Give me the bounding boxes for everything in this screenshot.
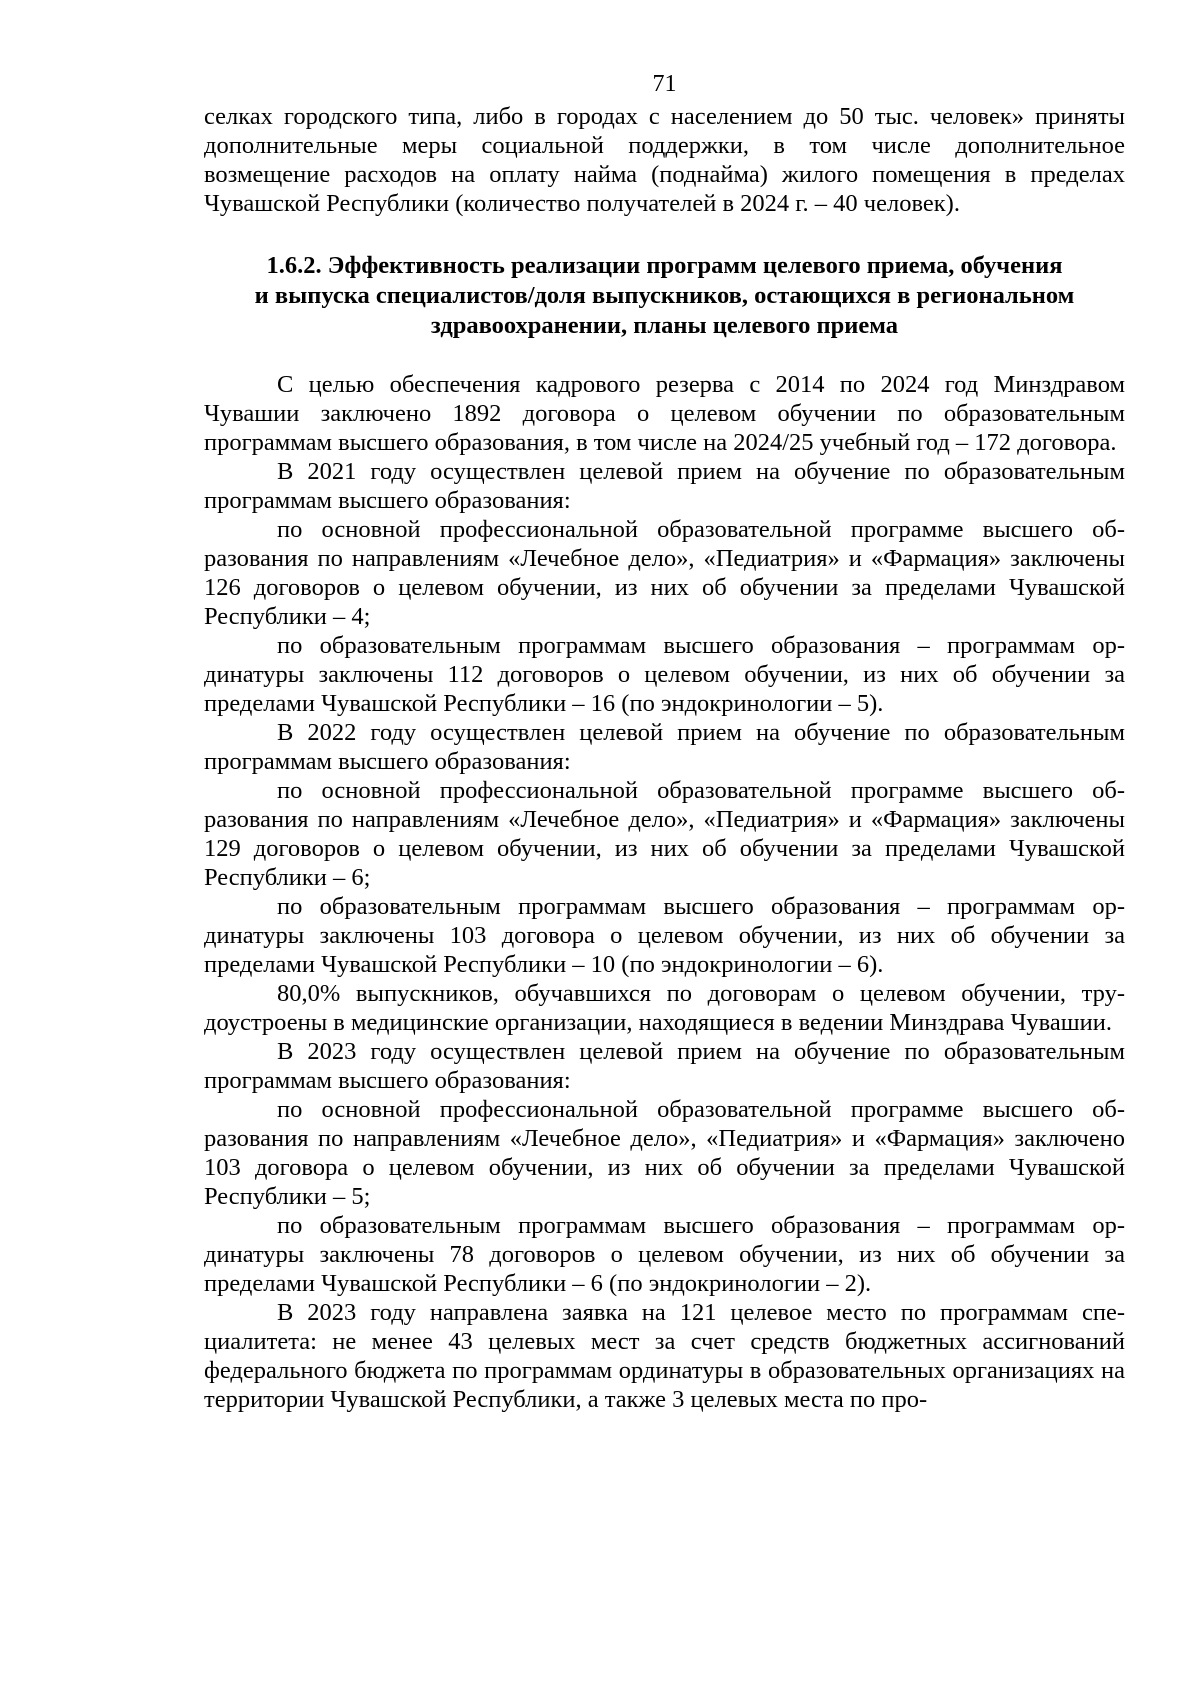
- intro-paragraph: селках городского типа, либо в городах с населением до 50 тыс. человек» приняты дополнительные меры социальной поддержки, в том числе дополнительное возмещение расходов на оплату найма (поднайма) жилого помещения в пределах Чувашской Республики (количество получателей в 2024 г. – 40 человек).: [204, 103, 1125, 217]
- body-paragraph: С целью обеспечения кадрового резерва с 2014 по 2024 год Минздравом Чувашии заключено 1892 договора о целевом обучении по образовательным программам высшего образования, в том числе на 2024/25 учебный год – 172 договора.: [204, 371, 1125, 456]
- body-paragraph: В 2021 году осуществлен целевой прием на обучение по образовательным программам высшего образования:: [204, 458, 1125, 514]
- body-paragraph: 80,0% выпускников, обучавшихся по договорам о целевом обучении, трудоустроены в медицинские организации, находящиеся в ведении Минздрава Чувашии.: [204, 980, 1125, 1036]
- body-paragraph: В 2023 году направлена заявка на 121 целевое место по программам специалитета: не менее 43 целевых мест за счет средств бюджетных ассигнований федерального бюджета по программам ординатуры в образовательных организациях на территории Чувашской Республики, а также 3 целевых места по про-: [204, 1299, 1125, 1413]
- body-paragraph: по образовательным программам высшего образования – программам ординатуры заключены 78 договоров о целевом обучении, из них об обучении за пределами Чувашской Республики – 6 (по эндокринологии – 2).: [204, 1212, 1125, 1297]
- body-paragraph: В 2022 году осуществлен целевой прием на обучение по образовательным программам высшего образования:: [204, 719, 1125, 775]
- document-page: [204, 70, 1125, 1414]
- body-paragraph: по образовательным программам высшего образования – программам ординатуры заключены 112 договоров о целевом обучении, из них об обучении за пределами Чувашской Республики – 16 (по эндокринологии – 5).: [204, 632, 1125, 717]
- section-heading-line: и выпуска специалистов/доля выпускников, остающихся в региональном: [254, 282, 1075, 309]
- body-paragraph: по основной профессиональной образовательной программе высшего образования по направлениям «Лечебное дело», «Педиатрия» и «Фармация» заключены 126 договоров о целевом обучении, из них об обучении за пределами Чувашской Республики – 4;: [204, 516, 1125, 630]
- body-paragraph: по образовательным программам высшего образования – программам ординатуры заключены 103 договора о целевом обучении, из них об обучении за пределами Чувашской Республики – 10 (по эндокринологии – 6).: [204, 893, 1125, 978]
- body-paragraph: по основной профессиональной образовательной программе высшего образования по направлениям «Лечебное дело», «Педиатрия» и «Фармация» заключены 129 договоров о целевом обучении, из них об обучении за пределами Чувашской Республики – 6;: [204, 777, 1125, 891]
- body-paragraph: В 2023 году осуществлен целевой прием на обучение по образовательным программам высшего образования:: [204, 1038, 1125, 1094]
- section-heading-line: здравоохранении, планы целевого приема: [430, 312, 899, 339]
- page-number: 71: [652, 71, 677, 97]
- body-paragraph: по основной профессиональной образовательной программе высшего образования по направлениям «Лечебное дело», «Педиатрия» и «Фармация» заключено 103 договора о целевом обучении, из них об обучении за пределами Чувашской Республики – 5;: [204, 1096, 1125, 1210]
- section-heading: [204, 251, 1125, 341]
- section-heading-line: 1.6.2. Эффективность реализации программ целевого приема, обучения: [266, 252, 1063, 279]
